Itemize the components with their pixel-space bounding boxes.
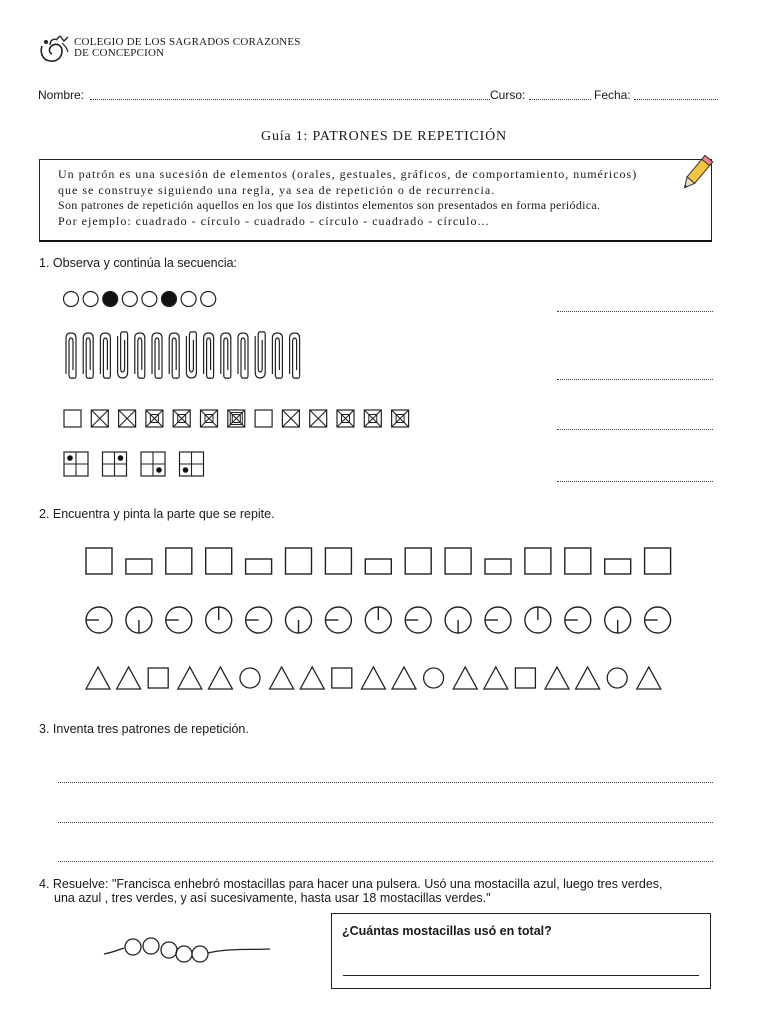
school-name-line1: COLEGIO DE LOS SAGRADOS CORAZONES <box>74 36 301 48</box>
small-circle-shape <box>240 668 260 688</box>
small-square-shape <box>515 668 535 688</box>
square-shape <box>645 548 671 574</box>
intro-line-2: que se construye siguiendo una regla, ya sea de repetición o de recurrencia. <box>58 182 496 197</box>
square-shape <box>565 548 591 574</box>
intro-line-3: Son patrones de repetición aquellos en los que los distintos elementos son presentados en forma periódica. <box>58 198 601 212</box>
square-shape <box>206 548 232 574</box>
square-shape <box>405 548 431 574</box>
clock-circle-icon <box>485 607 511 633</box>
clock-circle-icon <box>206 607 232 633</box>
answer-question: ¿Cuántas mostacillas usó en total? <box>342 924 552 938</box>
clock-circle-icon <box>645 607 671 633</box>
small-square-shape <box>332 668 352 688</box>
section1-title: 1. Observa y continúa la secuencia: <box>39 256 238 270</box>
clock-circle-icon <box>86 607 112 633</box>
section4-line2: una azul , tres verdes, y así sucesivamente, hasta usar 18 mostacillas verdes." <box>54 891 491 905</box>
clock-circle-icon <box>565 607 591 633</box>
triangle-shape <box>208 667 232 689</box>
intro-line-1: Un patrón es una sucesión de elementos (orales, gestuales, gráficos, de comportamiento, numéricos) <box>58 167 638 181</box>
rectangle-shape <box>605 559 631 574</box>
pattern-line-3[interactable] <box>58 860 713 862</box>
school-name-line2: DE CONCEPCION <box>74 47 165 59</box>
small-square-shape <box>148 668 168 688</box>
square-shape <box>166 548 192 574</box>
clock-circle-icon <box>365 607 391 633</box>
square-shape <box>445 548 471 574</box>
intro-line-4: Por ejemplo: cuadrado - círculo - cuadrado - círculo - cuadrado - círculo... <box>58 213 490 228</box>
rectangle-shape <box>246 559 272 574</box>
clock-circle-icon <box>126 607 152 633</box>
clock-circle-icon <box>166 607 192 633</box>
triangle-shape <box>361 667 385 689</box>
clock-circle-icon <box>525 607 551 633</box>
triangle-shape <box>117 667 141 689</box>
clock-circle-icon <box>286 607 312 633</box>
square-shape <box>286 548 312 574</box>
curso-label: Curso: <box>490 88 526 102</box>
triangle-shape <box>178 667 202 689</box>
fecha-label: Fecha: <box>594 88 631 102</box>
rectangle-shape <box>485 559 511 574</box>
rectangle-shape <box>365 559 391 574</box>
section4-title <box>39 877 663 905</box>
small-circle-shape <box>424 668 444 688</box>
section4-line1: 4. Resuelve: "Francisca enhebró mostacillas para hacer una pulsera. Usó una mostacilla azul, luego tres verdes, <box>39 877 663 891</box>
nombre-label: Nombre: <box>38 88 85 102</box>
triangle-shape <box>453 667 477 689</box>
triangle-shape <box>484 667 508 689</box>
page-title: Guía 1: PATRONES DE REPETICIÓN <box>261 129 507 144</box>
triangle-shape <box>300 667 324 689</box>
answer-total-field[interactable] <box>343 975 699 976</box>
section2-title: 2. Encuentra y pinta la parte que se repite. <box>39 507 275 521</box>
clock-circle-icon <box>605 607 631 633</box>
clock-circle-icon <box>445 607 471 633</box>
triangle-shape <box>86 667 110 689</box>
section3-title: 3. Inventa tres patrones de repetición. <box>39 722 249 736</box>
square-shape <box>86 548 112 574</box>
clock-circle-icon <box>405 607 431 633</box>
pattern-line-2[interactable] <box>58 821 713 823</box>
small-circle-shape <box>607 668 627 688</box>
clock-circle-icon <box>325 607 351 633</box>
rectangle-shape <box>126 559 152 574</box>
square-shape <box>325 548 351 574</box>
bracelet-beads-icon <box>100 930 280 970</box>
square-shape <box>525 548 551 574</box>
triangle-shape <box>392 667 416 689</box>
triangle-shape <box>270 667 294 689</box>
clock-circle-icon <box>246 607 272 633</box>
triangle-shape <box>576 667 600 689</box>
triangle-shape <box>545 667 569 689</box>
pattern-line-1[interactable] <box>58 781 713 783</box>
triangle-shape <box>637 667 661 689</box>
